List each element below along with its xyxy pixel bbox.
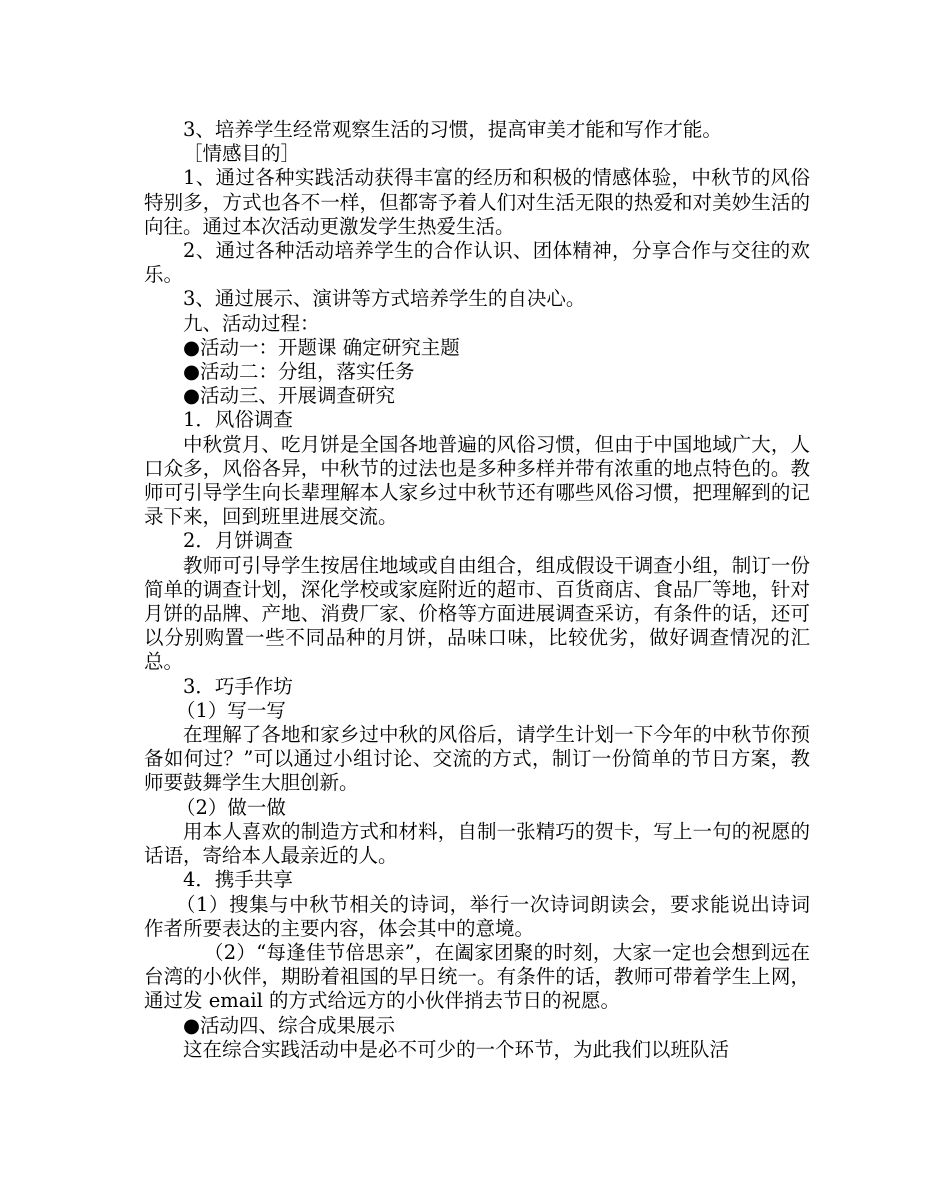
activity-heading: ●活动一：开题课 确定研究主题 [183, 335, 460, 359]
item-heading: （1）写一写 [176, 698, 286, 722]
section-heading: ［情感目的］ [183, 142, 301, 166]
subsection-heading: 1．风俗调查 [183, 408, 293, 432]
subsection-heading: 3．巧手作坊 [183, 674, 293, 698]
document-body [144, 118, 810, 1062]
activity-heading: ●活动三、开展调查研究 [183, 384, 396, 408]
activity-heading: ●活动二：分组，落实任务 [183, 360, 415, 384]
paragraph: 2、通过各种活动培养学生的合作认识、团体精神，分享合作与交往的欢乐。 [144, 239, 810, 287]
paragraph: （1）搜集与中秋节相关的诗词，举行一次诗词朗读会，要求能说出诗词作者所要表达的主要内容，体会其中的意境。 [144, 892, 810, 940]
paragraph: 3、培养学生经常观察生活的习惯，提高审美才能和写作才能。 [183, 118, 722, 141]
paragraph: 中秋赏月、吃月饼是全国各地普遍的风俗习惯，但由于中国地域广大，人口众多，风俗各异，中秋节的过法也是多种多样并带有浓重的地点特色的。教师可引导学生向长辈理解本人家乡过中秋节还有哪些风俗习惯，把理解到的记录下来，回到班里进展交流。 [144, 432, 810, 529]
activity-heading: ●活动四、综合成果展示 [183, 1013, 396, 1037]
paragraph: 3、通过展示、演讲等方式培养学生的自决心。 [183, 287, 586, 311]
section-heading: 九、活动过程： [183, 311, 320, 335]
paragraph: （2）“每逢佳节倍思亲”，在阖家团聚的时刻，大家一定也会想到远在台湾的小伙伴，期盼着祖国的早日统一。有条件的话，教师可带着学生上网，通过发 email 的方式给远方的小伙伴捎去节日的祝愿。 [144, 940, 810, 1013]
paragraph: 在理解了各地和家乡过中秋的风俗后，请学生计划一下今年的中秋节你预备如何过？”可以通过小组讨论、交流的方式，制订一份简单的节日方案，教师要鼓舞学生大胆创新。 [144, 723, 810, 795]
paragraph: 用本人喜欢的制造方式和材料，自制一张精巧的贺卡，写上一句的祝愿的话语，寄给本人最亲近的人。 [144, 819, 810, 868]
subsection-heading: 2．月饼调查 [183, 529, 293, 553]
item-heading: （2）做一做 [176, 795, 286, 819]
subsection-heading: 4．携手共享 [183, 868, 293, 892]
paragraph: 教师可引导学生按居住地域或自由组合，组成假设干调查小组，制订一份简单的调查计划，深化学校或家庭附近的超市、百货商店、食品厂等地，针对月饼的品牌、产地、消费厂家、价格等方面进展调查采访，有条件的话，还可以分别购置一些不同品种的月饼，品味口味，比较优劣，做好调查情况的汇总。 [144, 553, 810, 674]
paragraph: 这在综合实践活动中是必不可少的一个环节，为此我们以班队活 [183, 1037, 730, 1061]
paragraph: 1、通过各种实践活动获得丰富的经历和积极的情感体验，中秋节的风俗特别多，方式也各不一样，但都寄予着人们对生活无限的热爱和对美妙生活的向往。通过本次活动更激发学生热爱生活。 [144, 166, 810, 238]
